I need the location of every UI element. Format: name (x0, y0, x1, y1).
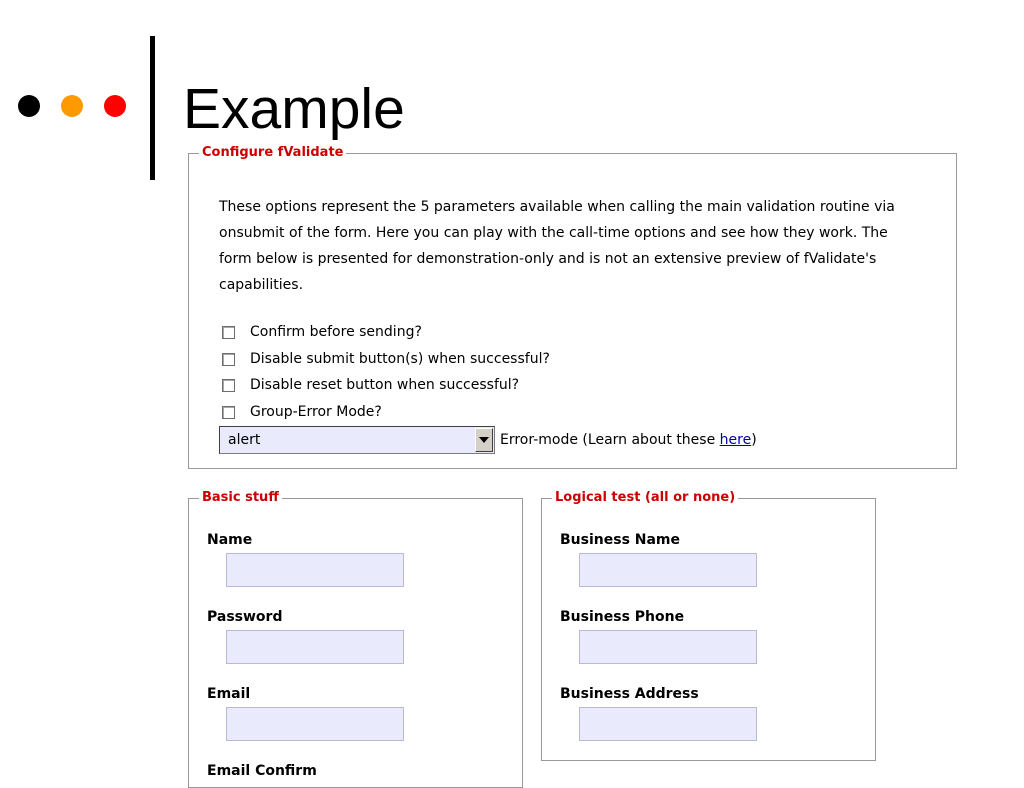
slide-title: Example (183, 77, 405, 141)
red-bullet-dot (104, 95, 126, 117)
business-phone-input[interactable] (579, 630, 757, 664)
dropdown-arrow-button[interactable] (475, 428, 493, 452)
black-bullet-dot (18, 95, 40, 117)
option-label: Disable submit button(s) when successful? (250, 351, 550, 367)
error-mode-note (500, 432, 757, 448)
password-label: Password (207, 609, 283, 625)
business-name-input[interactable] (579, 553, 757, 587)
logical-test-legend: Logical test (all or none) (552, 490, 738, 506)
option-label: Disable reset button when successful? (250, 377, 520, 393)
error-mode-row (219, 426, 757, 454)
logical-test-fieldset (541, 490, 876, 761)
business-phone-label: Business Phone (560, 609, 685, 625)
password-input[interactable] (226, 630, 404, 664)
name-label: Name (207, 532, 253, 548)
configure-legend: Configure fValidate (199, 145, 346, 161)
email-confirm-label: Email Confirm (207, 763, 317, 779)
learn-here-link[interactable]: here (719, 432, 752, 448)
business-address-input[interactable] (579, 707, 757, 741)
option-group-error-mode[interactable] (222, 401, 382, 423)
chevron-down-icon (479, 437, 489, 443)
basic-stuff-fieldset (188, 490, 523, 788)
title-divider-line (150, 36, 155, 180)
email-input[interactable] (226, 707, 404, 741)
checkbox-icon[interactable] (222, 353, 235, 366)
orange-bullet-dot (61, 95, 83, 117)
option-disable-submit[interactable] (222, 348, 550, 370)
error-mode-selected-value: alert (228, 432, 261, 448)
business-address-label: Business Address (560, 686, 699, 702)
configure-fieldset (188, 145, 957, 469)
basic-stuff-legend: Basic stuff (199, 490, 282, 506)
option-label: Group-Error Mode? (250, 404, 382, 420)
error-mode-select[interactable] (219, 426, 495, 454)
option-disable-reset[interactable] (222, 374, 519, 396)
option-confirm-before-sending[interactable] (222, 321, 422, 343)
email-label: Email (207, 686, 251, 702)
error-mode-note-close: ) (751, 432, 757, 448)
error-mode-note-text: Error-mode (Learn about these (500, 432, 720, 448)
option-label: Confirm before sending? (250, 324, 422, 340)
checkbox-icon[interactable] (222, 326, 235, 339)
name-input[interactable] (226, 553, 404, 587)
configure-intro-text: These options represent the 5 parameters available when calling the main validation routine via onsubmit of the form. Here you can play with the call-time options and see how they work. The form below is presented for demonstration-only and is not an extensive preview of fValidate's capabilities. (219, 199, 895, 293)
business-name-label: Business Name (560, 532, 681, 548)
checkbox-icon[interactable] (222, 379, 235, 392)
checkbox-icon[interactable] (222, 406, 235, 419)
